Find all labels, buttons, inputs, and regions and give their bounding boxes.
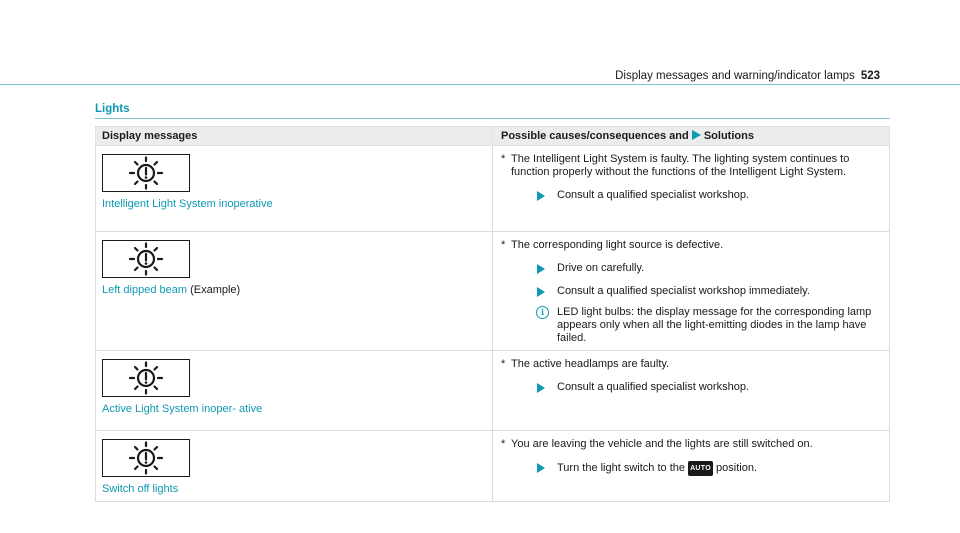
info-note — [499, 306, 883, 345]
cause-content: You are leaving the vehicle and the lights are still switched on. — [511, 438, 813, 450]
solution-step — [499, 262, 883, 275]
solution-step — [499, 461, 883, 476]
cause-text — [499, 153, 883, 179]
solution-step-text: Consult a qualified specialist workshop. — [557, 381, 749, 393]
header-display-messages: Display messages — [96, 127, 493, 146]
cause-content: The corresponding light source is defective. — [511, 239, 724, 251]
running-head — [615, 70, 880, 82]
arrow-right-icon — [692, 130, 701, 140]
arrow-right-icon — [537, 383, 545, 393]
section-title: Lights — [95, 103, 130, 115]
table-row — [96, 431, 890, 502]
solution-step — [499, 381, 883, 394]
display-message-cell — [96, 351, 493, 431]
page-number: 523 — [860, 70, 880, 82]
display-message-extra: (Example) — [187, 284, 241, 296]
messages-table — [95, 126, 890, 502]
display-message-label: Active Light System inoper- ative — [102, 403, 263, 415]
display-message-cell — [96, 431, 493, 502]
table-header-row — [96, 127, 890, 146]
header-rule — [0, 84, 960, 85]
solution-step — [499, 285, 883, 298]
table-row — [96, 146, 890, 232]
cause-text — [499, 239, 883, 252]
arrow-right-icon — [537, 463, 545, 473]
arrow-right-icon — [537, 287, 545, 297]
display-message-label: Intelligent Light System inoperative — [102, 198, 273, 210]
lamp-fault-icon — [102, 154, 190, 192]
auto-badge-icon: AUTO — [688, 461, 713, 476]
cause-text — [499, 358, 883, 371]
section-rule — [95, 118, 890, 119]
arrow-right-icon — [537, 264, 545, 274]
solution-cell — [493, 431, 890, 502]
solution-step — [499, 189, 883, 202]
cause-text — [499, 438, 883, 451]
solution-step-text: Consult a qualified specialist workshop. — [557, 189, 749, 201]
solution-step-text: Drive on carefully. — [557, 262, 645, 274]
asterisk: * — [501, 153, 506, 165]
solution-step-prefix: Turn the light switch to the — [557, 462, 685, 474]
display-message-text — [102, 284, 486, 297]
display-message-label: Left dipped beam — [102, 284, 188, 296]
info-icon: i — [536, 306, 549, 319]
lamp-fault-icon — [102, 240, 190, 278]
header-causes-text: Possible causes/consequences and — [501, 130, 689, 142]
lamp-fault-icon — [102, 439, 190, 477]
display-message-label: Switch off lights — [102, 483, 179, 495]
header-solutions-text: Solutions — [703, 130, 754, 142]
running-head-text: Display messages and warning/indicator lamps — [615, 70, 855, 82]
asterisk: * — [501, 358, 506, 370]
solution-cell — [493, 146, 890, 232]
solution-step-text: Consult a qualified specialist workshop immediately. — [557, 285, 810, 297]
header-causes-solutions — [493, 127, 890, 146]
asterisk: * — [501, 239, 506, 251]
arrow-right-icon — [537, 191, 545, 201]
solution-step-suffix: position. — [716, 462, 758, 474]
solution-cell — [493, 232, 890, 351]
cause-content: The Intelligent Light System is faulty. The lighting system continues to function properly without the functions of the Intelligent Light System. — [511, 153, 850, 178]
solution-cell — [493, 351, 890, 431]
info-note-text: LED light bulbs: the display message for the corresponding lamp appears only when all the light-emitting diodes in the lamp have failed. — [557, 306, 872, 344]
cause-content: The active headlamps are faulty. — [511, 358, 670, 370]
lamp-fault-icon — [102, 359, 190, 397]
table-row — [96, 232, 890, 351]
asterisk: * — [501, 438, 506, 450]
display-message-cell — [96, 146, 493, 232]
display-message-cell — [96, 232, 493, 351]
table-row — [96, 351, 890, 431]
